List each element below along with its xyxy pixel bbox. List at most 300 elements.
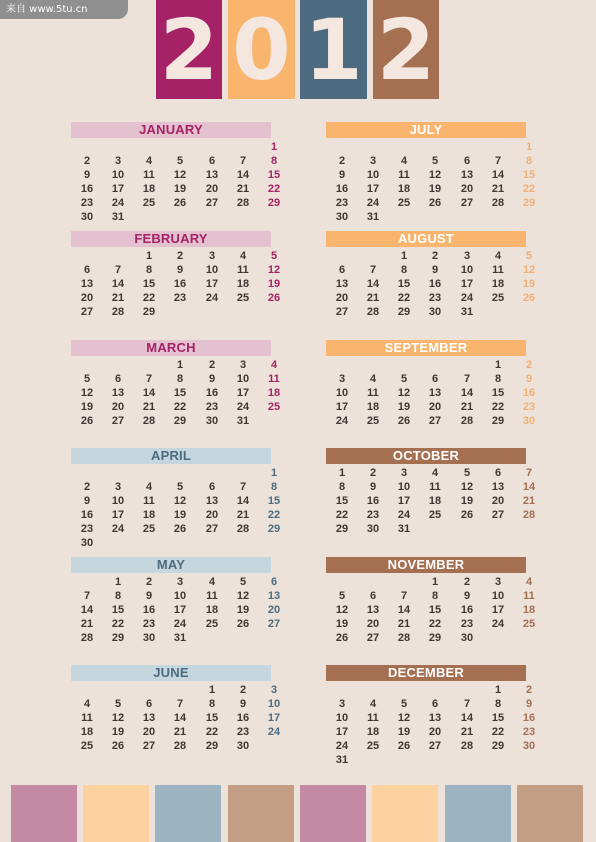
- day-cell: 7: [369, 264, 377, 276]
- day-cell: 9: [208, 373, 216, 385]
- month-header: MAY: [71, 557, 271, 573]
- day-cell: 23: [522, 726, 536, 738]
- day-cell: 15: [267, 495, 281, 507]
- day-cell: 25: [80, 740, 94, 752]
- day-cell: 13: [460, 169, 474, 181]
- day-cell: 2: [83, 481, 91, 493]
- day-cell: 27: [366, 632, 380, 644]
- day-cell: 19: [267, 278, 281, 290]
- day-cell: 26: [111, 740, 125, 752]
- day-cell: 29: [491, 415, 505, 427]
- day-cell: 25: [491, 292, 505, 304]
- day-grid: [71, 358, 281, 456]
- day-cell: 13: [142, 712, 156, 724]
- day-cell: 5: [463, 467, 471, 479]
- day-cell: 13: [491, 481, 505, 493]
- day-cell: 19: [173, 509, 187, 521]
- month-august: [326, 231, 536, 347]
- day-cell: 28: [236, 197, 250, 209]
- day-cell: 20: [366, 618, 380, 630]
- day-cell: 30: [236, 740, 250, 752]
- day-cell: 5: [83, 373, 91, 385]
- day-cell: 19: [460, 495, 474, 507]
- year-digit: 1: [300, 0, 367, 99]
- color-swatch: [11, 785, 77, 842]
- day-cell: 15: [397, 278, 411, 290]
- day-cell: 29: [111, 632, 125, 644]
- day-cell: 12: [397, 712, 411, 724]
- day-cell: 22: [173, 401, 187, 413]
- month-march: [71, 340, 281, 456]
- day-cell: 19: [236, 604, 250, 616]
- day-cell: 19: [335, 618, 349, 630]
- day-cell: 20: [142, 726, 156, 738]
- day-cell: 4: [208, 576, 216, 588]
- day-cell: 3: [176, 576, 184, 588]
- day-cell: 14: [522, 481, 536, 493]
- day-cell: 12: [173, 495, 187, 507]
- day-grid: [71, 575, 281, 673]
- day-cell: 13: [428, 387, 442, 399]
- year-digit: 0: [228, 0, 295, 99]
- day-cell: 11: [492, 264, 504, 276]
- day-cell: 13: [205, 495, 219, 507]
- day-cell: 27: [205, 197, 219, 209]
- day-cell: 15: [173, 387, 187, 399]
- day-cell: 24: [460, 292, 474, 304]
- day-cell: 16: [80, 183, 94, 195]
- color-swatch: [300, 785, 366, 842]
- day-cell: 28: [366, 306, 380, 318]
- month-april: [71, 448, 281, 564]
- day-cell: 6: [114, 373, 122, 385]
- day-cell: 23: [173, 292, 187, 304]
- year-digit: 2: [373, 0, 439, 99]
- day-cell: 29: [397, 306, 411, 318]
- day-cell: 21: [236, 509, 250, 521]
- day-cell: 14: [236, 495, 250, 507]
- day-cell: 29: [205, 740, 219, 752]
- day-cell: 1: [431, 576, 439, 588]
- source-watermark: 来自 www.5tu.cn: [0, 0, 128, 19]
- day-cell: 26: [428, 197, 442, 209]
- day-cell: 28: [460, 740, 474, 752]
- day-cell: 30: [335, 211, 349, 223]
- day-cell: 21: [491, 183, 505, 195]
- day-cell: 25: [522, 618, 536, 630]
- day-cell: 28: [236, 523, 250, 535]
- month-december: [326, 665, 536, 781]
- day-cell: 29: [335, 523, 349, 535]
- day-cell: 29: [428, 632, 442, 644]
- day-cell: 2: [208, 359, 216, 371]
- day-cell: 16: [428, 278, 442, 290]
- day-cell: 16: [142, 604, 156, 616]
- day-cell: 15: [205, 712, 219, 724]
- day-cell: 3: [239, 359, 247, 371]
- month-february: [71, 231, 281, 347]
- day-cell: 11: [367, 712, 379, 724]
- day-cell: 19: [111, 726, 125, 738]
- day-cell: 13: [428, 712, 442, 724]
- day-cell: 1: [176, 359, 184, 371]
- day-cell: 1: [270, 467, 278, 479]
- day-cell: 31: [397, 523, 411, 535]
- day-cell: 23: [522, 401, 536, 413]
- day-cell: 27: [460, 197, 474, 209]
- day-cell: 13: [80, 278, 94, 290]
- day-cell: 17: [236, 387, 250, 399]
- month-header: OCTOBER: [326, 448, 526, 464]
- day-cell: 26: [173, 523, 187, 535]
- month-header: JUNE: [71, 665, 271, 681]
- day-cell: 14: [111, 278, 125, 290]
- month-may: [71, 557, 281, 673]
- day-cell: 23: [205, 401, 219, 413]
- day-cell: 10: [397, 481, 411, 493]
- day-cell: 20: [267, 604, 281, 616]
- day-cell: 22: [335, 509, 349, 521]
- day-cell: 8: [208, 698, 216, 710]
- day-cell: 7: [239, 481, 247, 493]
- day-cell: 30: [80, 537, 94, 549]
- month-header: AUGUST: [326, 231, 526, 247]
- day-cell: 20: [428, 401, 442, 413]
- day-cell: 31: [366, 211, 380, 223]
- day-cell: 9: [525, 698, 533, 710]
- day-cell: 30: [205, 415, 219, 427]
- day-cell: 12: [335, 604, 349, 616]
- month-june: [71, 665, 281, 781]
- day-cell: 6: [145, 698, 153, 710]
- month-november: [326, 557, 536, 673]
- day-cell: 8: [494, 373, 502, 385]
- day-cell: 23: [80, 197, 94, 209]
- day-cell: 24: [111, 523, 125, 535]
- day-cell: 27: [428, 415, 442, 427]
- day-cell: 2: [239, 684, 247, 696]
- day-cell: 2: [525, 684, 533, 696]
- day-cell: 4: [431, 467, 439, 479]
- day-cell: 17: [111, 183, 125, 195]
- day-cell: 8: [176, 373, 184, 385]
- day-cell: 7: [114, 264, 122, 276]
- day-cell: 16: [522, 712, 536, 724]
- day-cell: 2: [525, 359, 533, 371]
- day-cell: 15: [491, 387, 505, 399]
- day-cell: 5: [400, 698, 408, 710]
- day-cell: 5: [431, 155, 439, 167]
- day-cell: 1: [145, 250, 153, 262]
- day-cell: 30: [80, 211, 94, 223]
- day-cell: 31: [111, 211, 125, 223]
- day-cell: 25: [142, 523, 156, 535]
- day-cell: 6: [494, 467, 502, 479]
- color-swatch: [228, 785, 294, 842]
- day-cell: 2: [176, 250, 184, 262]
- day-cell: 19: [428, 183, 442, 195]
- day-cell: 9: [338, 169, 346, 181]
- day-cell: 13: [111, 387, 125, 399]
- month-october: [326, 448, 536, 564]
- day-cell: 5: [114, 698, 122, 710]
- day-cell: 31: [173, 632, 187, 644]
- day-cell: 10: [335, 387, 349, 399]
- day-cell: 26: [397, 740, 411, 752]
- day-cell: 5: [176, 155, 184, 167]
- day-cell: 3: [208, 250, 216, 262]
- day-cell: 12: [80, 387, 94, 399]
- day-cell: 15: [491, 712, 505, 724]
- day-cell: 1: [494, 684, 502, 696]
- day-cell: 2: [463, 576, 471, 588]
- color-swatch: [517, 785, 583, 842]
- day-cell: 14: [397, 604, 411, 616]
- day-cell: 12: [267, 264, 281, 276]
- day-cell: 26: [335, 632, 349, 644]
- day-cell: 4: [369, 373, 377, 385]
- day-cell: 20: [428, 726, 442, 738]
- day-cell: 19: [80, 401, 94, 413]
- day-cell: 8: [145, 264, 153, 276]
- day-cell: 2: [83, 155, 91, 167]
- day-cell: 13: [366, 604, 380, 616]
- day-cell: 8: [400, 264, 408, 276]
- day-cell: 6: [270, 576, 278, 588]
- color-swatch: [445, 785, 511, 842]
- day-cell: 25: [142, 197, 156, 209]
- day-cell: 24: [335, 740, 349, 752]
- day-cell: 20: [460, 183, 474, 195]
- day-cell: 4: [239, 250, 247, 262]
- day-cell: 19: [173, 183, 187, 195]
- day-cell: 30: [366, 523, 380, 535]
- day-cell: 1: [338, 467, 346, 479]
- day-cell: 3: [338, 373, 346, 385]
- day-cell: 8: [270, 481, 278, 493]
- day-cell: 28: [80, 632, 94, 644]
- day-cell: 1: [494, 359, 502, 371]
- day-grid: [326, 575, 536, 673]
- day-cell: 28: [397, 632, 411, 644]
- day-cell: 3: [270, 684, 278, 696]
- day-cell: 1: [270, 141, 278, 153]
- day-cell: 18: [80, 726, 94, 738]
- day-cell: 18: [491, 278, 505, 290]
- day-cell: 3: [114, 481, 122, 493]
- day-cell: 10: [205, 264, 219, 276]
- day-cell: 10: [236, 373, 250, 385]
- day-grid: [326, 683, 536, 781]
- day-cell: 30: [142, 632, 156, 644]
- day-cell: 14: [491, 169, 505, 181]
- day-cell: 27: [428, 740, 442, 752]
- day-cell: 2: [338, 155, 346, 167]
- day-grid: [71, 683, 281, 781]
- day-cell: 8: [114, 590, 122, 602]
- day-cell: 21: [142, 401, 156, 413]
- day-grid: [326, 466, 536, 564]
- day-cell: 14: [460, 712, 474, 724]
- day-cell: 21: [80, 618, 94, 630]
- day-cell: 27: [491, 509, 505, 521]
- day-cell: 21: [460, 401, 474, 413]
- day-cell: 10: [111, 495, 125, 507]
- day-cell: 14: [173, 712, 187, 724]
- day-cell: 1: [114, 576, 122, 588]
- day-cell: 11: [398, 169, 410, 181]
- day-cell: 16: [522, 387, 536, 399]
- month-july: [326, 122, 536, 238]
- color-swatch: [372, 785, 438, 842]
- day-cell: 22: [142, 292, 156, 304]
- day-cell: 2: [145, 576, 153, 588]
- day-cell: 7: [494, 155, 502, 167]
- day-cell: 4: [525, 576, 533, 588]
- day-cell: 9: [83, 169, 91, 181]
- month-header: FEBRUARY: [71, 231, 271, 247]
- day-cell: 5: [338, 590, 346, 602]
- day-cell: 8: [525, 155, 533, 167]
- day-cell: 24: [366, 197, 380, 209]
- day-grid: [326, 249, 536, 347]
- day-cell: 30: [522, 415, 536, 427]
- day-cell: 9: [83, 495, 91, 507]
- day-cell: 22: [491, 401, 505, 413]
- day-cell: 7: [176, 698, 184, 710]
- day-cell: 28: [522, 509, 536, 521]
- day-cell: 9: [463, 590, 471, 602]
- day-cell: 25: [366, 740, 380, 752]
- day-cell: 3: [369, 155, 377, 167]
- day-cell: 11: [143, 169, 155, 181]
- day-cell: 7: [525, 467, 533, 479]
- day-cell: 13: [205, 169, 219, 181]
- day-cell: 16: [460, 604, 474, 616]
- day-cell: 15: [267, 169, 281, 181]
- day-cell: 8: [270, 155, 278, 167]
- day-cell: 27: [142, 740, 156, 752]
- day-cell: 20: [111, 401, 125, 413]
- day-cell: 10: [111, 169, 125, 181]
- day-cell: 19: [522, 278, 536, 290]
- day-cell: 25: [428, 509, 442, 521]
- day-cell: 3: [114, 155, 122, 167]
- day-cell: 28: [142, 415, 156, 427]
- day-cell: 18: [267, 387, 281, 399]
- day-grid: [326, 358, 536, 456]
- year-digit: 2: [156, 0, 222, 99]
- day-cell: 25: [236, 292, 250, 304]
- day-cell: 11: [268, 373, 280, 385]
- day-cell: 18: [366, 401, 380, 413]
- day-cell: 8: [338, 481, 346, 493]
- day-cell: 18: [205, 604, 219, 616]
- day-cell: 5: [239, 576, 247, 588]
- day-cell: 24: [335, 415, 349, 427]
- day-cell: 4: [400, 155, 408, 167]
- day-cell: 6: [83, 264, 91, 276]
- day-cell: 21: [236, 183, 250, 195]
- day-cell: 7: [145, 373, 153, 385]
- day-cell: 17: [397, 495, 411, 507]
- day-cell: 29: [522, 197, 536, 209]
- day-cell: 14: [460, 387, 474, 399]
- day-cell: 29: [142, 306, 156, 318]
- day-cell: 24: [173, 618, 187, 630]
- day-cell: 16: [366, 495, 380, 507]
- day-cell: 26: [173, 197, 187, 209]
- day-cell: 6: [463, 155, 471, 167]
- day-cell: 7: [83, 590, 91, 602]
- day-cell: 12: [522, 264, 536, 276]
- day-cell: 20: [335, 292, 349, 304]
- day-cell: 17: [267, 712, 281, 724]
- day-cell: 20: [205, 183, 219, 195]
- day-cell: 6: [208, 481, 216, 493]
- day-cell: 15: [428, 604, 442, 616]
- day-cell: 28: [460, 415, 474, 427]
- day-cell: 23: [428, 292, 442, 304]
- day-cell: 4: [369, 698, 377, 710]
- day-cell: 3: [494, 576, 502, 588]
- day-cell: 6: [369, 590, 377, 602]
- day-cell: 1: [525, 141, 533, 153]
- month-header: SEPTEMBER: [326, 340, 526, 356]
- day-cell: 9: [431, 264, 439, 276]
- day-cell: 31: [236, 415, 250, 427]
- day-cell: 10: [173, 590, 187, 602]
- day-cell: 3: [338, 698, 346, 710]
- day-cell: 15: [522, 169, 536, 181]
- day-cell: 23: [366, 509, 380, 521]
- day-cell: 21: [366, 292, 380, 304]
- day-cell: 23: [142, 618, 156, 630]
- day-cell: 20: [205, 509, 219, 521]
- day-cell: 3: [400, 467, 408, 479]
- day-cell: 10: [366, 169, 380, 181]
- day-cell: 3: [463, 250, 471, 262]
- day-cell: 7: [463, 373, 471, 385]
- day-cell: 11: [206, 590, 218, 602]
- month-september: [326, 340, 536, 456]
- day-cell: 22: [267, 183, 281, 195]
- day-cell: 28: [173, 740, 187, 752]
- day-cell: 6: [338, 264, 346, 276]
- day-cell: 8: [494, 698, 502, 710]
- day-cell: 21: [111, 292, 125, 304]
- day-cell: 4: [83, 698, 91, 710]
- day-cell: 9: [145, 590, 153, 602]
- day-cell: 19: [397, 401, 411, 413]
- day-cell: 1: [400, 250, 408, 262]
- day-cell: 10: [335, 712, 349, 724]
- day-cell: 17: [366, 183, 380, 195]
- day-cell: 23: [80, 523, 94, 535]
- day-cell: 22: [522, 183, 536, 195]
- day-cell: 25: [366, 415, 380, 427]
- day-cell: 1: [208, 684, 216, 696]
- day-cell: 24: [236, 401, 250, 413]
- day-cell: 17: [335, 401, 349, 413]
- day-cell: 17: [335, 726, 349, 738]
- day-cell: 21: [522, 495, 536, 507]
- day-cell: 30: [460, 632, 474, 644]
- day-cell: 23: [335, 197, 349, 209]
- month-header: APRIL: [71, 448, 271, 464]
- day-cell: 25: [205, 618, 219, 630]
- day-cell: 12: [173, 169, 187, 181]
